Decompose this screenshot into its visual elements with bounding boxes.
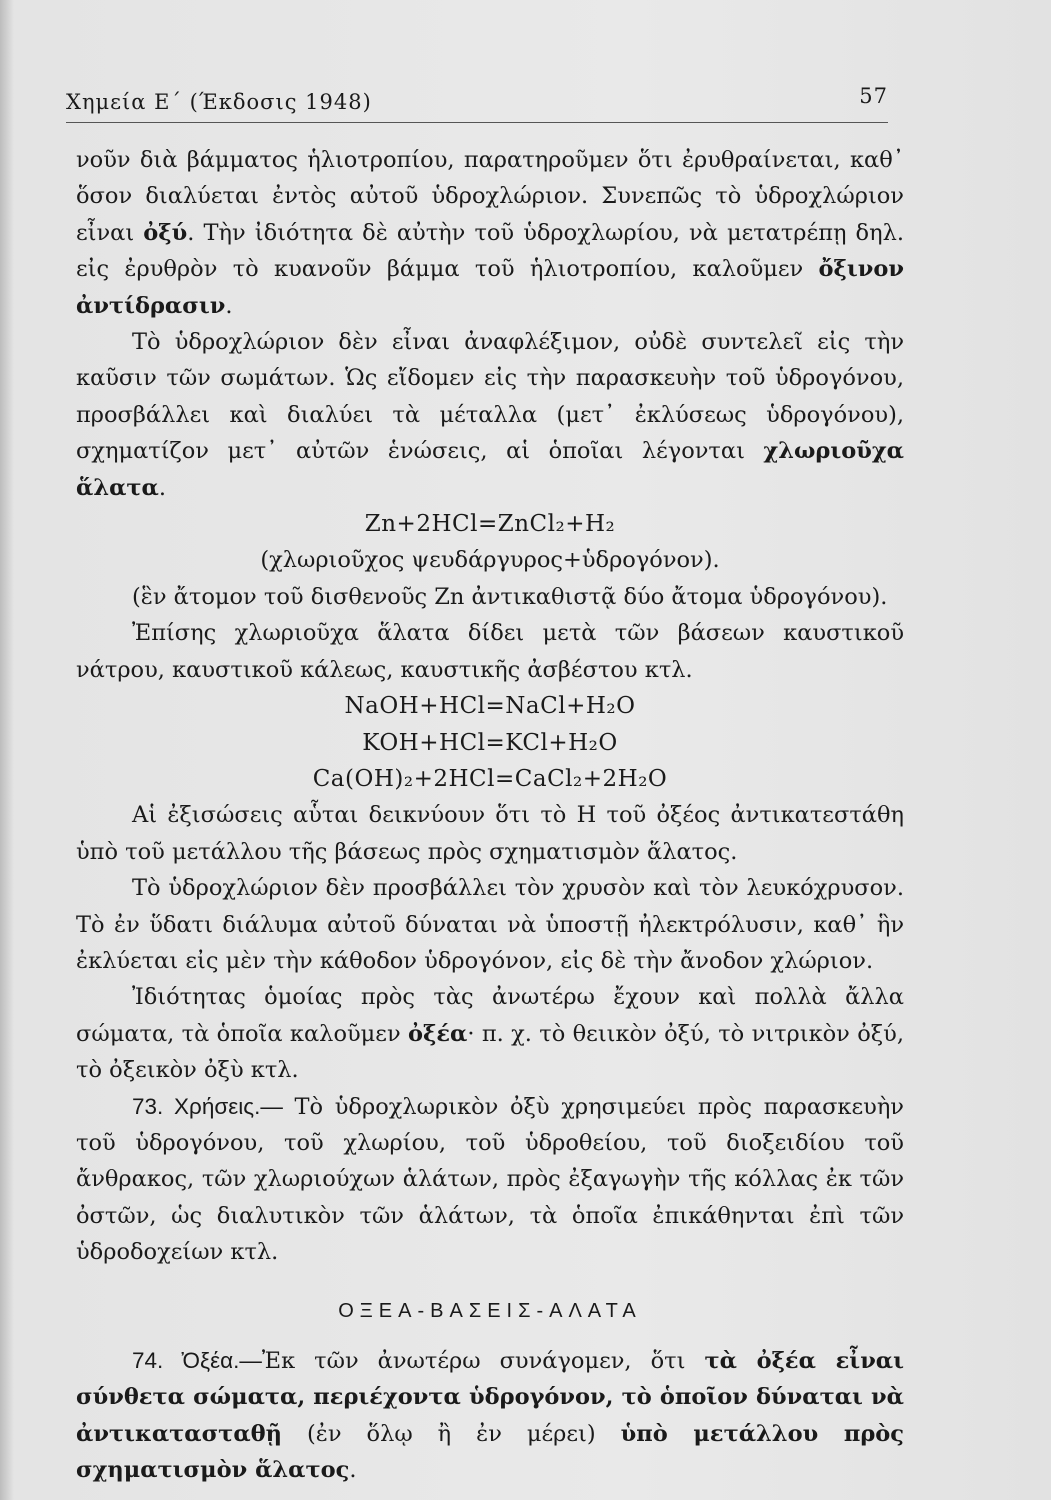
equation-caoh2: Ca(OH)₂+2HCl=CaCl₂+2H₂O bbox=[312, 765, 668, 792]
page-body bbox=[76, 142, 904, 1489]
page-number: 57 bbox=[859, 84, 888, 108]
equation-note-2: (ἓν ἄτομον τοῦ δισθενοῦς Zn ἀντικαθιστᾷ δύο ἄτομα ὑδρογόνου). bbox=[132, 583, 888, 610]
equation-note: (χλωριοῦχος ψευδάργυρος+ὑδρογόνον). bbox=[260, 547, 720, 574]
section-73-heading: 73. Χρήσεις.— bbox=[132, 1093, 283, 1119]
header-title: Χημεία Ε΄ (Έκδοσις 1948) bbox=[66, 90, 372, 114]
equation-koh: KOH+HCl=KCl+H₂O bbox=[362, 729, 618, 756]
equation-zn-hcl: Zn+2HCl=ZnCl₂+H₂ bbox=[364, 511, 616, 538]
paragraph-6: Ἰδιότητας ὁμοίας πρὸς τὰς ἀνωτέρω ἔχουν καὶ πολλὰ ἄλλα σώματα, τὰ ὁποῖα καλοῦμεν ὀξέα· π. χ. τὸ θειικὸν ὀξύ, τὸ νιτρικὸν ὀξύ, τὸ ὀξεικὸν ὀξὺ κτλ. bbox=[76, 984, 904, 1084]
section-title: ΟΞΕΑ-ΒΑΣΕΙΣ-ΑΛΑΤΑ bbox=[338, 1299, 642, 1322]
section-74-heading: 74. Ὀξέα.— bbox=[132, 1348, 262, 1373]
paragraph-73-uses: 73. Χρήσεις.— Τὸ ὑδροχλωρικὸν ὀξὺ χρησιμεύει πρὸς παρασκευὴν τοῦ ὑδρογόνου, τοῦ χλωρίου, τοῦ ὑδροθείου, τοῦ διοξειδίου τοῦ ἄνθρακος, τῶν χλωριούχων ἁλάτων, πρὸς ἐξαγωγὴν τῆς κόλλας ἐκ τῶν ὀστῶν, ὡς διαλυτικὸν τῶν ἁλάτων, τὰ ὁποῖα ἐπικάθηνται ἐπὶ τῶν ὑδροδοχείων κτλ. bbox=[76, 1093, 904, 1266]
equation-naoh: NaOH+HCl=NaCl+H₂O bbox=[344, 693, 636, 720]
paragraph-4: Αἱ ἐξισώσεις αὗται δεικνύουν ὅτι τὸ Η τοῦ ὀξέος ἀντικατεστάθη ὑπὸ τοῦ μετάλλου τῆς βάσεως πρὸς σχηματισμὸν ἅλατος. bbox=[76, 802, 904, 865]
paragraph-74-acids: 74. Ὀξέα.—Ἐκ τῶν ἀνωτέρω συνάγομεν, ὅτι τὰ ὀξέα εἶναι σύνθετα σώματα, περιέχοντα ὑδρογόνον, τὸ ὁποῖον δύναται νὰ ἀντικατασταθῇ (ἐν ὅλῳ ἢ ἐν μέρει) ὑπὸ μετάλλου πρὸς σχηματισμὸν ἅλατος. bbox=[76, 1348, 905, 1484]
paragraph-2: Τὸ ὑδροχλώριον δὲν εἶναι ἀναφλέξιμον, οὐδὲ συντελεῖ εἰς τὴν καῦσιν τῶν σωμάτων. Ὡς εἴδομεν εἰς τὴν παρασκευὴν τοῦ ὑδρογόνου, προσβάλλει καὶ διαλύει τὰ μέταλλα (μετ᾽ ἐκλύσεως ὑδρογόνου), σχηματίζον μετ᾽ αὐτῶν ἑνώσεις, αἱ ὁποῖαι λέγονται χλωριοῦχα ἅλατα. bbox=[76, 329, 904, 501]
header-rule bbox=[66, 122, 888, 123]
paragraph-1: νοῦν διὰ βάμματος ἡλιοτροπίου, παρατηροῦμεν ὅτι ἐρυθραίνεται, καθ᾽ ὅσον διαλύεται ἐντὸς αὐτοῦ ὑδροχλώριον. Συνεπῶς τὸ ὑδροχλώριον εἶναι ὀξύ. Τὴν ἰδιότητα δὲ αὐτὴν τοῦ ὑδροχλωρίου, νὰ μετατρέπῃ δηλ. εἰς ἐρυθρὸν τὸ κυανοῦν βάμμα τοῦ ἡλιοτροπίου, καλοῦμεν ὄξινον ἀντίδρασιν. bbox=[76, 147, 904, 319]
paragraph-5: Τὸ ὑδροχλώριον δὲν προσβάλλει τὸν χρυσὸν καὶ τὸν λευκόχρυσον. Τὸ ἐν ὕδατι διάλυμα αὐτοῦ δύναται νὰ ὑποστῇ ἠλεκτρόλυσιν, καθ᾽ ἣν ἐκλύεται εἰς μὲν τὴν κάθοδον ὑδρογόνον, εἰς δὲ τὴν ἄνοδον χλώριον. bbox=[76, 875, 904, 974]
paragraph-3: Ἐπίσης χλωριοῦχα ἅλατα δίδει μετὰ τῶν βάσεων καυστικοῦ νάτρου, καυστικοῦ κάλεως, καυστικῆς ἀσβέστου κτλ. bbox=[76, 620, 904, 683]
